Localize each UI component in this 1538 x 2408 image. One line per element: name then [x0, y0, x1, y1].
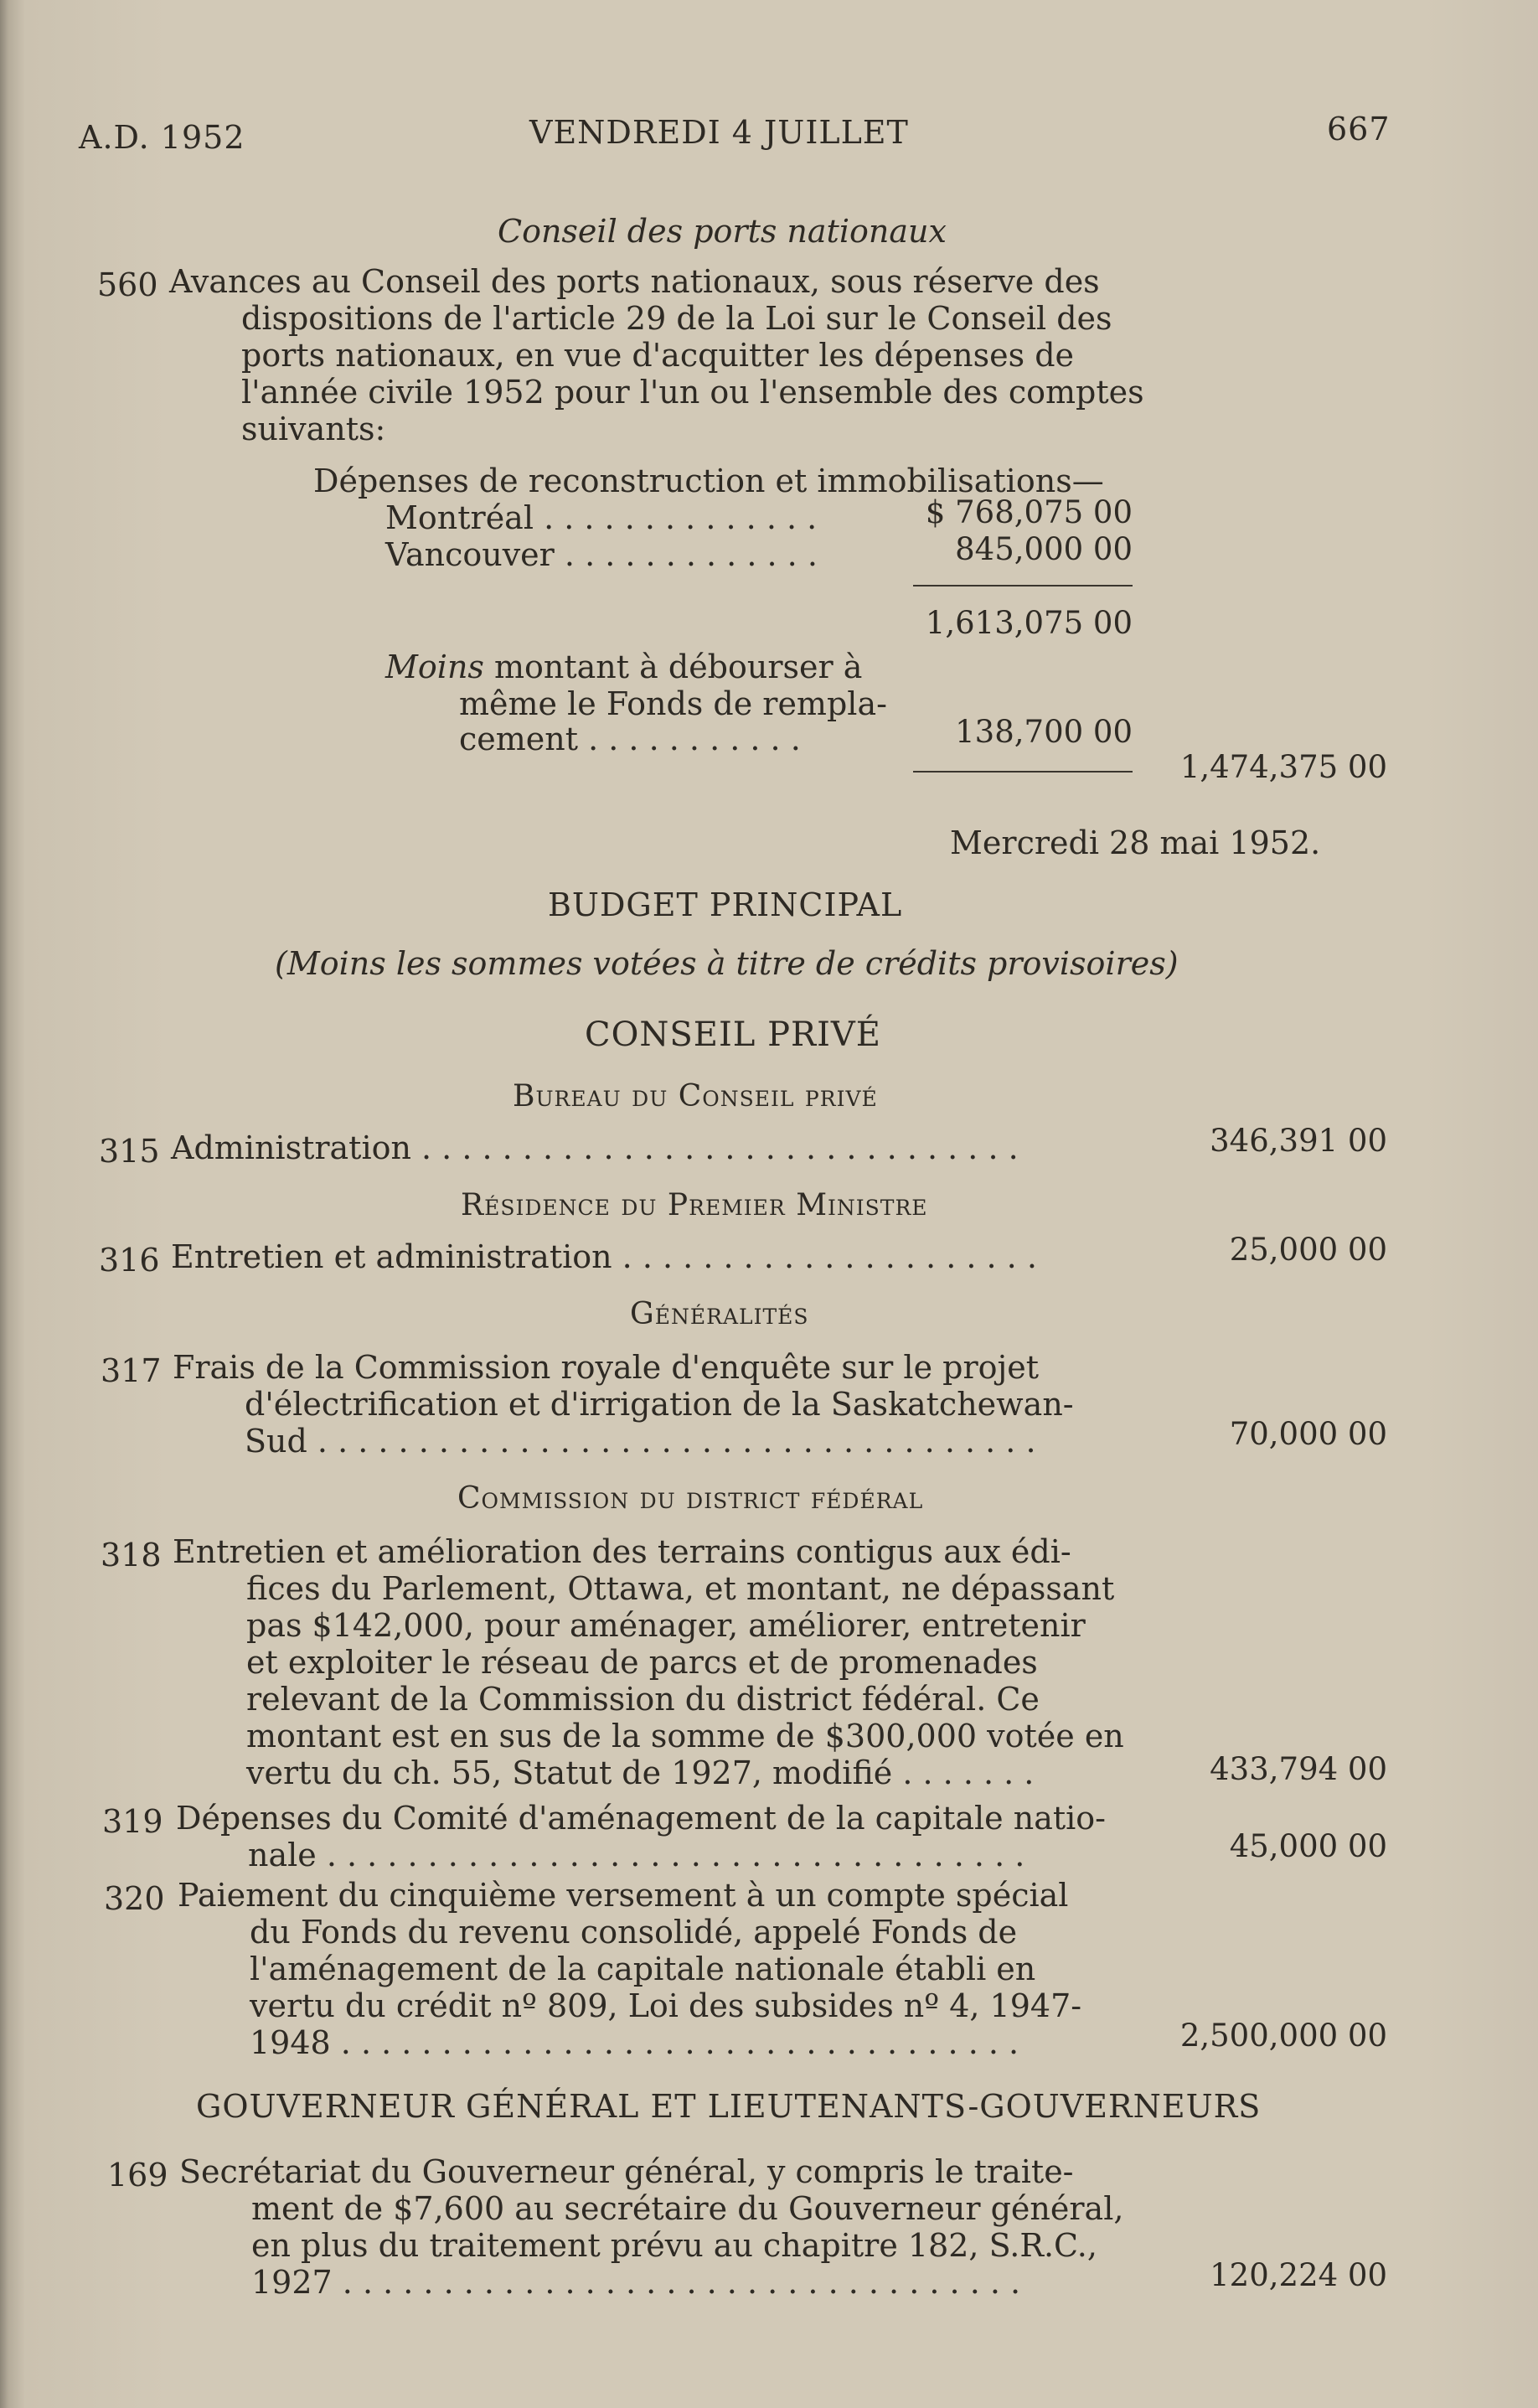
item-560-line: suivants: [241, 411, 386, 447]
item-number-317: 317 [101, 1352, 162, 1389]
item-319-line: Dépenses du Comité d'aménagement de la capitale natio- [176, 1800, 1107, 1837]
conseil-title: CONSEIL PRIVÉ [585, 1015, 881, 1054]
item-318-continuation [246, 1570, 1124, 1791]
item-number-169: 169 [107, 2157, 168, 2194]
ports-total: 1,474,375 00 [1179, 749, 1387, 785]
item-317-line: Frais de la Commission royale d'enquête sur le projet [173, 1349, 1040, 1386]
less-line-2: même le Fonds de rempla- [459, 685, 887, 722]
budget-title: BUDGET PRINCIPAL [548, 886, 903, 923]
item-316-amount: 25,000 00 [1229, 1232, 1387, 1268]
item-560-line: ports nationaux, en vue d'acquitter les dépenses de [241, 337, 1075, 374]
item-560-line: Avances au Conseil des ports nationaux, sous réserve des [169, 263, 1100, 300]
item-318-line: relevant de la Commission du district fédéral. Ce [246, 1681, 1040, 1718]
item-169-amount: 120,224 00 [1210, 2257, 1387, 2293]
item-318-line: Entretien et amélioration des terrains contigus aux édi- [173, 1533, 1071, 1570]
item-320-line: Paiement du cinquième versement à un compte spécial [178, 1877, 1069, 1914]
item-169-last-line: 1927 . . . . . . . . . . . . . . . . . . . . . . . . . . . . . . . . . . [251, 2264, 1021, 2301]
item-319-amount: 45,000 00 [1229, 1828, 1387, 1864]
vancouver-label: Vancouver . . . . . . . . . . . . . [385, 536, 818, 573]
item-169-continuation [251, 2190, 1123, 2301]
capital-heading: Dépenses de reconstruction et immobilisations— [313, 462, 1104, 499]
item-560-text [169, 263, 1133, 300]
district-heading: Commission du district fédéral [457, 1481, 924, 1516]
vancouver-amount: 845,000 00 [955, 531, 1133, 567]
less-line-3: cement . . . . . . . . . . . [459, 721, 801, 757]
generalites-heading: Généralités [630, 1297, 809, 1331]
budget-subtitle: (Moins les sommes votées à titre de crédits provisoires) [275, 945, 1179, 982]
item-number-315: 315 [99, 1133, 160, 1170]
montreal-amount: $ 768,075 00 [925, 494, 1133, 530]
less-line-1 [385, 649, 862, 685]
item-169-line: en plus du traitement prévu au chapitre 182, S.R.C., [251, 2227, 1097, 2264]
item-number-560: 560 [97, 266, 158, 303]
page-number: 667 [1327, 111, 1391, 147]
montreal-label: Montréal . . . . . . . . . . . . . . [385, 499, 818, 536]
item-320-continuation [250, 1914, 1081, 2061]
item-320-line: du Fonds du revenu consolidé, appelé Fonds de [250, 1914, 1018, 1951]
item-318-line: pas $142,000, pour aménager, améliorer, entretenir [246, 1607, 1086, 1644]
item-320-amount: 2,500,000 00 [1179, 2018, 1387, 2054]
less-italic: Moins [385, 649, 484, 685]
item-317-amount: 70,000 00 [1229, 1416, 1387, 1452]
item-319-last-line: nale . . . . . . . . . . . . . . . . . . . . . . . . . . . . . . . . . . . [248, 1837, 1025, 1873]
item-318-line: montant est en sus de la somme de $300,000 votée en [246, 1718, 1124, 1754]
item-number-320: 320 [104, 1880, 165, 1917]
item-318-last-line: vertu du ch. 55, Statut de 1927, modifié . . . . . . . [246, 1754, 1035, 1791]
date-line: Mercredi 28 mai 1952. [950, 824, 1321, 861]
item-number-318: 318 [101, 1537, 162, 1573]
item-169-line: Secrétariat du Gouverneur général, y compris le traite- [179, 2153, 1074, 2190]
item-320-last-line: 1948 . . . . . . . . . . . . . . . . . . . . . . . . . . . . . . . . . . [250, 2024, 1019, 2061]
item-318-amount: 433,794 00 [1210, 1751, 1387, 1787]
bureau-heading: Bureau du Conseil privé [513, 1079, 878, 1114]
total-rule [913, 771, 1133, 773]
header-year: A.D. 1952 [79, 119, 245, 156]
less-rest: montant à débourser à [483, 649, 863, 685]
item-317-line: d'électrification et d'irrigation de la Saskatchewan- [245, 1386, 1074, 1423]
subtotal-rule [913, 585, 1133, 586]
item-318-line: fices du Parlement, Ottawa, et montant, ne dépassant [246, 1570, 1115, 1607]
residence-heading: Résidence du Premier Ministre [461, 1188, 928, 1222]
item-169-line: ment de $7,600 au secrétaire du Gouverneur général, [251, 2190, 1124, 2227]
item-number-319: 319 [102, 1803, 163, 1840]
gouverneur-heading: GOUVERNEUR GÉNÉRAL ET LIEUTENANTS-GOUVERNEURS [196, 2088, 1262, 2125]
section-title-ports: Conseil des ports nationaux [498, 213, 947, 250]
less-amount: 138,700 00 [955, 714, 1133, 750]
item-320-line: vertu du crédit nº 809, Loi des subsides nº 4, 1947- [250, 1987, 1082, 2024]
item-560-line: l'année civile 1952 pour l'un ou l'ensemble des comptes [241, 374, 1144, 411]
item-number-316: 316 [99, 1242, 160, 1279]
item-560-continuation [241, 300, 1144, 447]
header-date: VENDREDI 4 JUILLET [529, 114, 909, 151]
item-560-line: dispositions de l'article 29 de la Loi sur le Conseil des [241, 300, 1112, 337]
subtotal-amount: 1,613,075 00 [925, 605, 1133, 641]
item-320-line: l'aménagement de la capitale nationale établi en [250, 1951, 1036, 1987]
item-315-label: Administration . . . . . . . . . . . . . . . . . . . . . . . . . . . . . . [171, 1129, 1019, 1166]
item-316-label: Entretien et administration . . . . . . . . . . . . . . . . . . . . . [171, 1238, 1037, 1275]
item-317-last-line: Sud . . . . . . . . . . . . . . . . . . . . . . . . . . . . . . . . . . . . [245, 1423, 1036, 1460]
item-318-line: et exploiter le réseau de parcs et de promenades [246, 1644, 1038, 1681]
item-315-amount: 346,391 00 [1210, 1123, 1387, 1159]
